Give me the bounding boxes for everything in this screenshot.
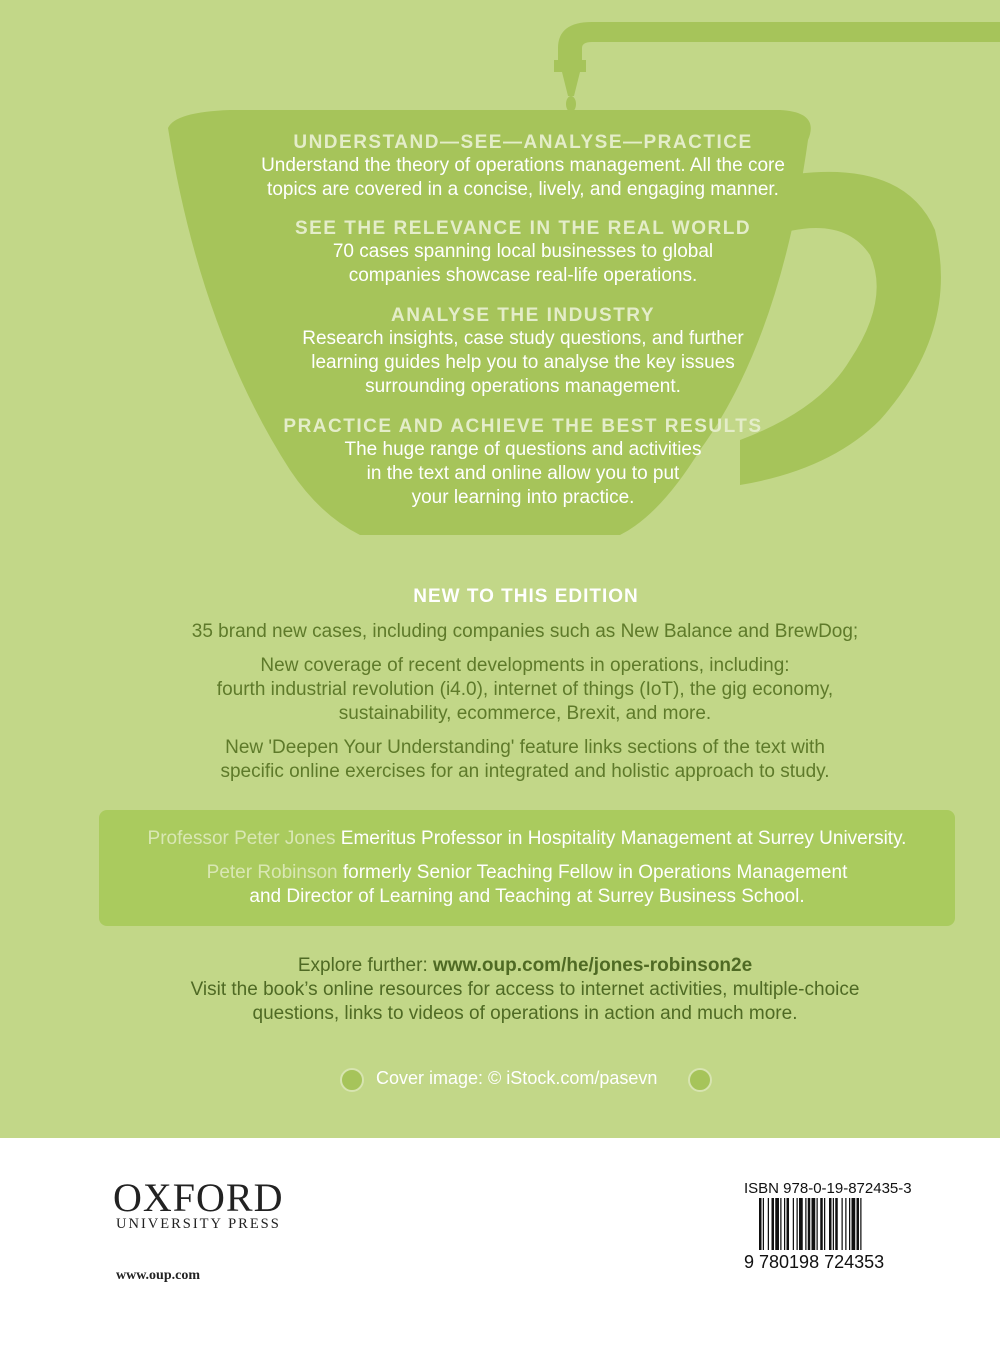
publisher-website[interactable]: www.oup.com	[116, 1268, 201, 1283]
tap-spout	[554, 60, 586, 72]
barcode-bar	[817, 1198, 818, 1250]
teacup-illustration	[0, 0, 1000, 600]
barcode-bar	[812, 1198, 816, 1250]
recycle-icon	[688, 1068, 712, 1092]
barcode-bar	[857, 1198, 860, 1250]
barcode-bar	[763, 1198, 764, 1250]
publisher-sub: UNIVERSITY PRESS	[116, 1216, 281, 1232]
explore-label: Explore further:	[297, 955, 433, 976]
barcode-bar	[820, 1198, 823, 1250]
explore-line-3: questions, links to videos of operations in action and much more.	[252, 1003, 798, 1024]
barcode-bar	[793, 1198, 794, 1250]
section-heading: SEE THE RELEVANCE IN THE REAL WORLD	[294, 218, 752, 239]
author-name: Peter Robinson	[206, 862, 338, 883]
author-1	[99, 827, 955, 851]
barcode-bar	[808, 1198, 811, 1250]
barcode-bar	[784, 1198, 785, 1250]
section-line: Understand the theory of operations management. All the core	[261, 155, 785, 176]
barcode-bar	[835, 1198, 838, 1250]
barcode-bar	[833, 1198, 834, 1250]
author-2-line-2: and Director of Learning and Teaching at Surrey Business School.	[249, 886, 805, 907]
new-edition-item	[60, 620, 990, 644]
new-edition-line: fourth industrial revolution (i4.0), internet of things (IoT), the gig economy,	[216, 679, 834, 700]
author-name: Professor Peter Jones	[147, 828, 336, 849]
tap-drop	[566, 96, 576, 112]
explore-line-2: Visit the book’s online resources for access to internet activities, multiple-choice	[190, 979, 860, 1000]
explore-further	[40, 954, 1000, 1026]
author-2	[99, 861, 955, 885]
barcode-bar	[772, 1198, 775, 1250]
section-line: 70 cases spanning local businesses to global	[332, 241, 714, 262]
barcode-bar	[775, 1198, 779, 1250]
new-edition-heading: NEW TO THIS EDITION	[413, 586, 639, 607]
section-line: in the text and online allow you to put	[366, 463, 680, 484]
barcode-bar	[845, 1198, 846, 1250]
new-edition-line: specific online exercises for an integrated and holistic approach to study.	[220, 761, 830, 782]
new-edition-item	[60, 654, 990, 726]
barcode-bar	[805, 1198, 806, 1250]
section-heading: PRACTICE AND ACHIEVE THE BEST RESULTS	[283, 416, 763, 437]
section-heading: UNDERSTAND—SEE—ANALYSE—PRACTICE	[293, 132, 753, 153]
barcode-bar	[852, 1198, 856, 1250]
barcode-bar	[787, 1198, 790, 1250]
author-description: Emeritus Professor in Hospitality Management at Surrey University.	[335, 828, 907, 849]
barcode-bar	[860, 1198, 861, 1250]
author-description: formerly Senior Teaching Fellow in Operations Management	[337, 862, 848, 883]
section-heading: ANALYSE THE INDUSTRY	[390, 305, 655, 326]
section-line: surrounding operations management.	[365, 376, 681, 397]
barcode-bar	[849, 1198, 850, 1250]
section-line: your learning into practice.	[411, 487, 635, 508]
section-line: The huge range of questions and activities	[344, 439, 702, 460]
barcode-bar	[768, 1198, 769, 1250]
barcode-bar	[799, 1198, 803, 1250]
cup-section-1	[228, 132, 818, 202]
recycle-icon	[340, 1068, 364, 1092]
new-edition-line: sustainability, ecommerce, Brexit, and more.	[338, 703, 712, 724]
cover-credit	[340, 1066, 720, 1090]
explore-url[interactable]: www.oup.com/he/jones-robinson2e	[433, 955, 753, 976]
new-edition-line: 35 brand new cases, including companies such as New Balance and BrewDog;	[191, 621, 859, 642]
cover-credit-text: Cover image: © iStock.com/pasevn	[376, 1068, 658, 1088]
new-edition-line: New coverage of recent developments in operations, including:	[260, 655, 790, 676]
explore-line-1	[40, 954, 1000, 978]
section-line: learning guides help you to analyse the key issues	[311, 352, 735, 373]
barcode-bar	[829, 1198, 832, 1250]
section-line: companies showcase real-life operations.	[348, 265, 698, 286]
new-edition-item	[60, 736, 990, 784]
isbn-label: ISBN 978-0-19-872435-3	[744, 1180, 912, 1197]
barcode-bar	[759, 1198, 762, 1250]
barcode-bar	[842, 1198, 843, 1250]
tap-drip	[562, 72, 580, 96]
barcode-digits: 9 780198 724353	[744, 1252, 885, 1272]
new-edition-line: New 'Deepen Your Understanding' feature links sections of the text with	[225, 737, 825, 758]
barcode-bar	[797, 1198, 798, 1250]
authors-box	[99, 810, 955, 926]
publisher-logo: OXFORD	[113, 1175, 284, 1220]
cup-section-3	[228, 305, 818, 399]
footer	[0, 1138, 1000, 1360]
barcode-bar	[780, 1198, 781, 1250]
tap-pipe	[558, 22, 1000, 62]
barcode-bar	[824, 1198, 825, 1250]
cup-section-4	[228, 416, 818, 510]
section-line: topics are covered in a concise, lively, and engaging manner.	[267, 179, 779, 200]
cup-section-2	[228, 218, 818, 288]
section-line: Research insights, case study questions, and further	[302, 328, 744, 349]
